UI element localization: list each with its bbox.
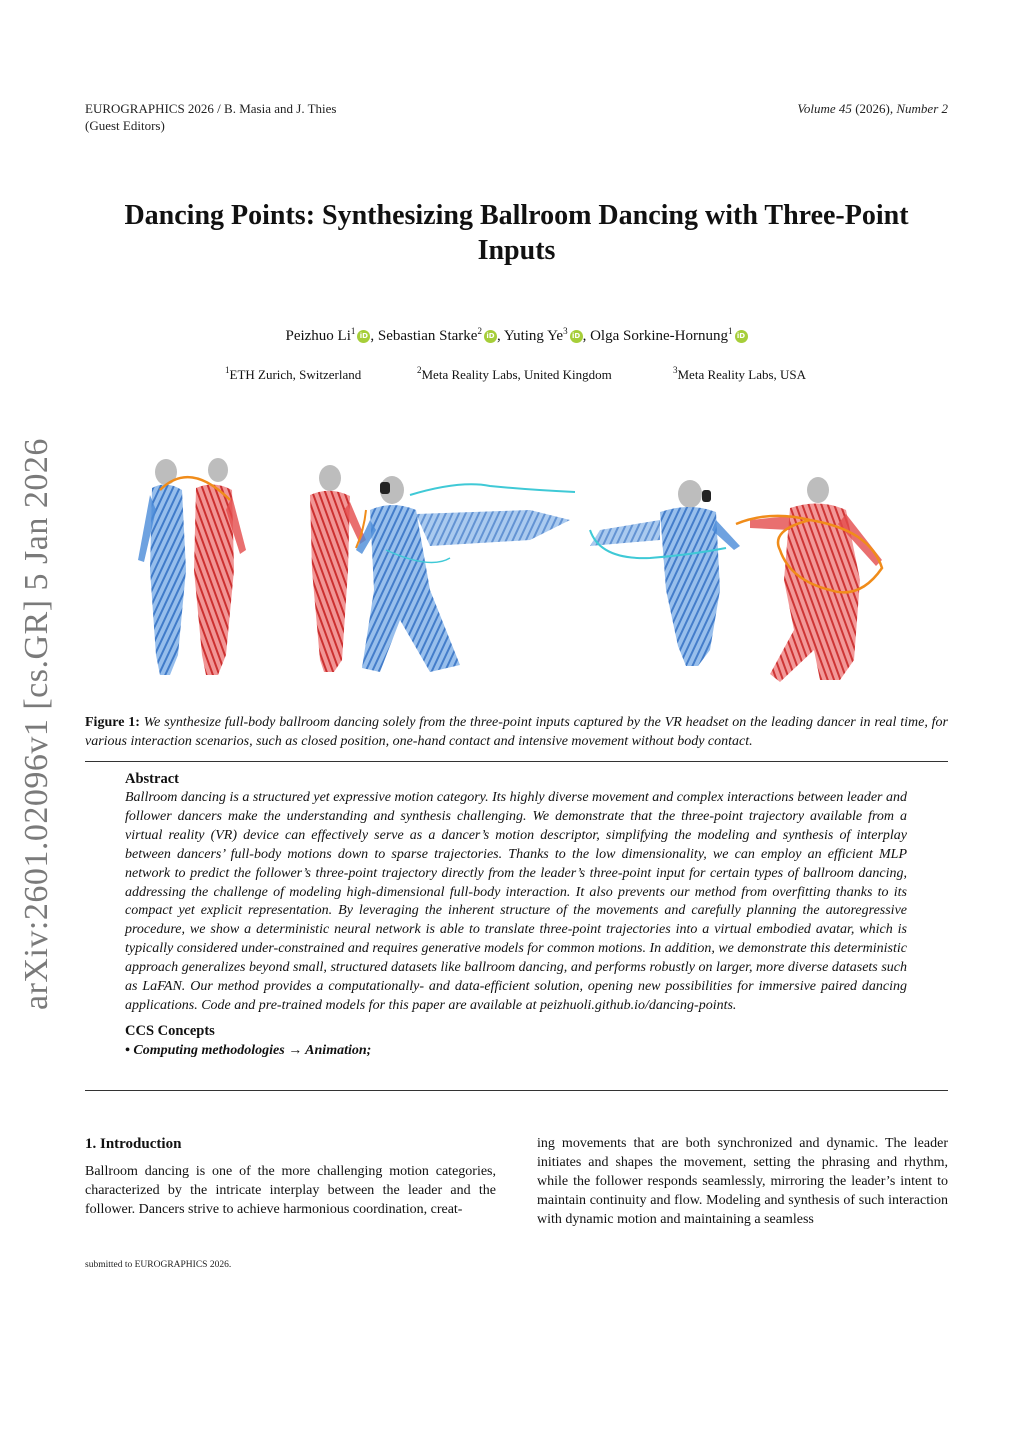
scene-no-contact xyxy=(590,477,882,682)
header-number: , Number 2 xyxy=(889,101,948,116)
ccs-item: • Computing methodologies → Animation; xyxy=(125,1042,372,1058)
paper-title: Dancing Points: Synthesizing Ballroom Dancing with Three-Point Inputs xyxy=(124,200,909,266)
body-column-right xyxy=(537,1135,948,1230)
author-separator: , xyxy=(370,328,378,344)
affiliation-text: ETH Zurich, Switzerland xyxy=(229,367,362,382)
author-affil-mark: 2 xyxy=(477,326,482,336)
trajectory-cyan xyxy=(410,484,575,495)
abstract-section xyxy=(125,770,907,1060)
author-list xyxy=(85,325,948,347)
figure-label: Figure 1: xyxy=(85,715,140,730)
author xyxy=(590,328,747,344)
leader-dancer xyxy=(590,480,740,666)
leader-dancer xyxy=(138,459,186,675)
orcid-icon[interactable]: iD xyxy=(735,330,748,343)
affiliation xyxy=(225,366,361,383)
vr-headset-icon xyxy=(702,490,711,502)
affiliation-text: Meta Reality Labs, United Kingdom xyxy=(421,367,612,382)
author-separator: , xyxy=(496,328,504,344)
orcid-icon[interactable]: iD xyxy=(357,330,370,343)
author-name: Yuting Ye xyxy=(503,328,564,344)
header-editors: (Guest Editors) xyxy=(85,118,165,133)
teaser-figure xyxy=(130,450,910,700)
author-name: Peizhuo Li xyxy=(285,328,351,344)
running-header-left xyxy=(85,100,485,134)
divider xyxy=(85,761,948,762)
author-affil-mark: 1 xyxy=(350,326,356,336)
author-affil-mark: 1 xyxy=(728,326,733,336)
body-paragraph: ing movements that are both synchronized and dynamic. The leader initiates and shapes the movement, setting the phrasing and rhythm, while the follower responds seamlessly, mirroring the leader’s intent to maintain continuity and flow. Modeling and synthesis of such interaction with dynamic motion and maintaining a seamless xyxy=(537,1136,948,1227)
body-column-left xyxy=(85,1135,496,1220)
affiliation xyxy=(417,366,612,383)
abstract-text: Ballroom dancing is a structured yet expressive motion category. Its highly diverse movement and complex interactions between leader and follower dancers make the understanding and synthesis challenging. We demonstrate that the three-point trajectory available from a virtual reality (VR) device can effectively serve as a dancer’s motion descriptor, simplifying the modeling and synthesis of interplay between dancers’ full-body motions down to sparse trajectories. Thanks to the low dimensionality, we can employ an efficient MLP network to predict the follower’s three-point trajectory directly from the leader’s three-point input for certain types of ballroom dancing, addressing the challenge of modeling high-dimensional full-body interaction. It also prevents our method from overfitting thanks to its compact yet explicit representation. By leveraging the inherent structure of the movements and carefully planning the autoregressive procedure, we show a deterministic neural network is able to translate three-point trajectories into a virtual embodied avatar, which is typically considered under-constrained and requires generative models for common motions. In addition, we demonstrate this deterministic approach generalizes beyond small, structured datasets like ballroom dancing, and performs robustly on larger, more diverse datasets such as LaFAN. Our method provides a computationally- and data-efficient solution, opening new possibilities for immersive paired dancing applications. Code and pre-trained models for this paper are available at peizhuoli.github.io/dancing-points. xyxy=(125,790,907,1013)
orcid-icon[interactable]: iD xyxy=(570,330,583,343)
scene-closed-position xyxy=(138,458,246,675)
author-name: Olga Sorkine-Hornung xyxy=(590,328,728,344)
figure-caption xyxy=(85,713,948,751)
vr-headset-icon xyxy=(380,482,390,494)
divider xyxy=(85,1090,948,1091)
figure-caption-text: We synthesize full-body ballroom dancing solely from the three-point inputs captured by the VR headset on the leading dancer in real time, for various interaction scenarios, such as closed position, one-hand contact and intensive movement without body contact. xyxy=(85,715,948,749)
affiliation-text: Meta Reality Labs, USA xyxy=(677,367,807,382)
arxiv-stamp-text: arXiv:2601.02096v1 [cs.GR] 5 Jan 2026 xyxy=(18,438,55,1010)
author-separator: , xyxy=(582,328,591,344)
author xyxy=(285,328,377,344)
follower-dancer xyxy=(750,477,882,682)
affiliation-mark: 3 xyxy=(673,365,678,375)
ccs-heading: CCS Concepts xyxy=(125,1022,215,1039)
page-footer: submitted to EUROGRAPHICS 2026. xyxy=(85,1260,232,1270)
abstract-heading: Abstract xyxy=(125,771,179,787)
section-heading: 1. Introduction xyxy=(85,1136,182,1152)
body-paragraph: Ballroom dancing is one of the more challenging motion categories, characterized by the intricate interplay between the leader and the follower. Dancers strive to achieve harmonious coordination, creat- xyxy=(85,1164,496,1217)
author-name: Sebastian Starke xyxy=(377,328,478,344)
affiliation-mark: 2 xyxy=(417,365,422,375)
leader-dancer xyxy=(356,476,570,672)
affiliation-mark: 1 xyxy=(225,365,230,375)
author xyxy=(504,328,590,344)
follower-dancer xyxy=(310,465,366,672)
running-header-right xyxy=(797,100,948,117)
header-year: (2026) xyxy=(855,101,890,116)
header-conference: EUROGRAPHICS 2026 / B. Masia and J. Thies xyxy=(85,101,337,116)
scene-one-hand-contact xyxy=(310,465,575,672)
affiliation xyxy=(673,366,806,383)
author xyxy=(378,328,504,344)
orcid-icon[interactable]: iD xyxy=(484,330,497,343)
header-volume: Volume 45 xyxy=(797,101,856,116)
author-affil-mark: 3 xyxy=(563,326,568,336)
